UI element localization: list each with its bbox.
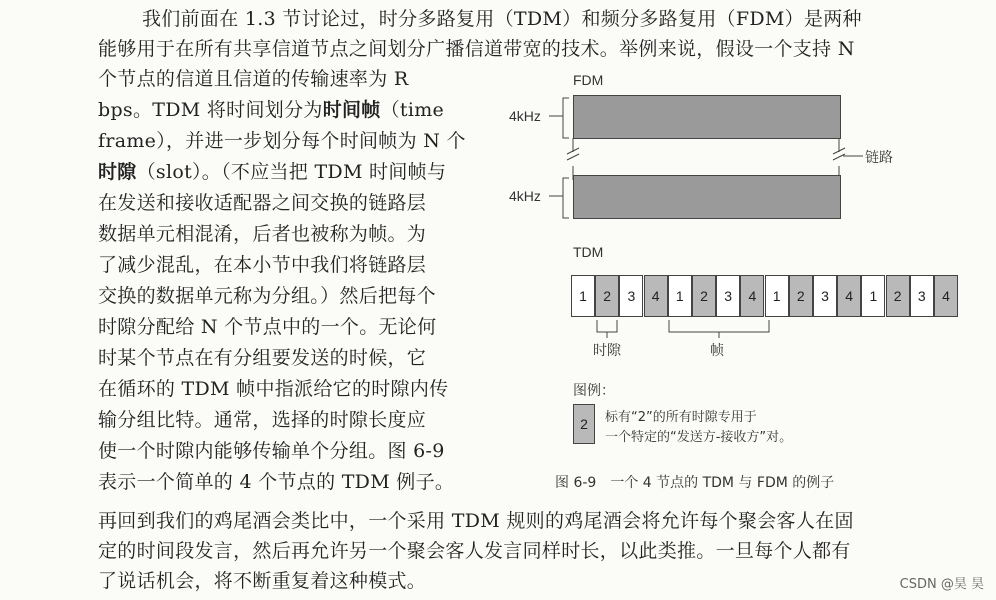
text-span: （slot）。（不应当把 TDM 时间帧与 bbox=[136, 161, 447, 183]
fdm-band-bottom bbox=[573, 175, 841, 219]
tdm-slot: 4 bbox=[740, 275, 764, 317]
paragraph-line: frame），并进一步划分每个时间帧为 N 个 bbox=[98, 130, 466, 152]
paragraph-line: 表示一个简单的 4 个节点的 TDM 例子。 bbox=[98, 471, 455, 493]
paragraph-line: 交换的数据单元称为分组。）然后把每个 bbox=[98, 285, 436, 307]
link-connector bbox=[843, 146, 867, 166]
figure-6-9 bbox=[505, 60, 985, 500]
watermark: CSDN @昊 昊 bbox=[899, 577, 984, 592]
tdm-slot: 4 bbox=[644, 275, 668, 317]
paragraph-line: 时某个节点在有分组要发送的时候，它 bbox=[98, 347, 427, 369]
tdm-slot: 3 bbox=[813, 275, 837, 317]
paragraph-line: 定的时间段发言，然后再允许另一个聚会客人发言同样时长，以此类推。一旦每个人都有 bbox=[98, 540, 851, 562]
paragraph-line: 使一个时隙内能够传输单个分组。图 6-9 bbox=[98, 440, 445, 462]
tdm-slot: 2 bbox=[789, 275, 813, 317]
tdm-title: TDM bbox=[573, 244, 604, 260]
band-label-bottom: 4kHz bbox=[509, 188, 541, 204]
term-time-frame: 时间帧 bbox=[322, 99, 381, 121]
text-span: bps。TDM 将时间划分为 bbox=[98, 99, 323, 121]
fdm-band-top bbox=[573, 95, 841, 139]
legend-title: 图例： bbox=[573, 383, 615, 399]
paragraph-line: 了说话机会，将不断重复着这种模式。 bbox=[98, 570, 427, 592]
paragraph-line: 数据单元相混淆，后者也被称为帧。为 bbox=[98, 223, 427, 245]
tdm-slot: 2 bbox=[886, 275, 910, 317]
tdm-slot: 1 bbox=[765, 275, 789, 317]
text-span: （time bbox=[380, 99, 445, 121]
legend-text-line1: 标有“2”的所有时隙专用于 bbox=[605, 410, 757, 425]
band-bracket-bottom bbox=[549, 176, 573, 220]
paragraph-line: 输分组比特。通常，选择的时隙长度应 bbox=[98, 409, 427, 431]
tdm-slot: 3 bbox=[619, 275, 643, 317]
tdm-brackets bbox=[595, 318, 895, 342]
tdm-slot: 1 bbox=[861, 275, 885, 317]
link-break-marks bbox=[563, 138, 853, 180]
band-label-top: 4kHz bbox=[509, 108, 541, 124]
paragraph-line: 我们前面在 1.3 节讨论过，时分多路复用（TDM）和频分多路复用（FDM）是两种 bbox=[142, 8, 862, 30]
tdm-slot: 1 bbox=[668, 275, 692, 317]
paragraph-line: 在发送和接收适配器之间交换的链路层 bbox=[98, 192, 427, 214]
slot-label: 时隙 bbox=[593, 343, 621, 359]
tdm-slot: 2 bbox=[595, 275, 619, 317]
tdm-slot: 4 bbox=[934, 275, 958, 317]
paragraph-line: 个节点的信道且信道的传输速率为 R bbox=[98, 68, 409, 90]
tdm-slot: 1 bbox=[571, 275, 595, 317]
link-label: 链路 bbox=[865, 150, 893, 166]
paragraph-line bbox=[98, 97, 444, 123]
figure-caption: 图 6-9 一个 4 节点的 TDM 与 FDM 的例子 bbox=[555, 475, 835, 491]
legend-text-line2: 一个特定的“发送方-接收方”对。 bbox=[605, 430, 793, 445]
tdm-slot: 2 bbox=[692, 275, 716, 317]
band-bracket-top bbox=[549, 96, 573, 140]
fdm-title: FDM bbox=[573, 72, 604, 88]
paragraph-line bbox=[98, 159, 446, 185]
term-slot: 时隙 bbox=[98, 161, 137, 183]
paragraph-line: 在循环的 TDM 帧中指派给它的时隙内传 bbox=[98, 378, 449, 400]
frame-label: 帧 bbox=[710, 343, 724, 359]
paragraph-line: 能够用于在所有共享信道节点之间划分广播信道带宽的技术。举例来说，假设一个支持 N bbox=[98, 38, 855, 60]
paragraph-line: 时隙分配给 N 个节点中的一个。无论何 bbox=[98, 316, 437, 338]
tdm-slot: 3 bbox=[716, 275, 740, 317]
paragraph-line: 再回到我们的鸡尾酒会类比中，一个采用 TDM 规则的鸡尾酒会将允许每个聚会客人在固 bbox=[98, 510, 854, 532]
tdm-slot: 3 bbox=[910, 275, 934, 317]
legend-slot-box: 2 bbox=[573, 404, 595, 444]
tdm-slot: 4 bbox=[837, 275, 861, 317]
paragraph-line: 了减少混乱，在本小节中我们将链路层 bbox=[98, 254, 427, 276]
